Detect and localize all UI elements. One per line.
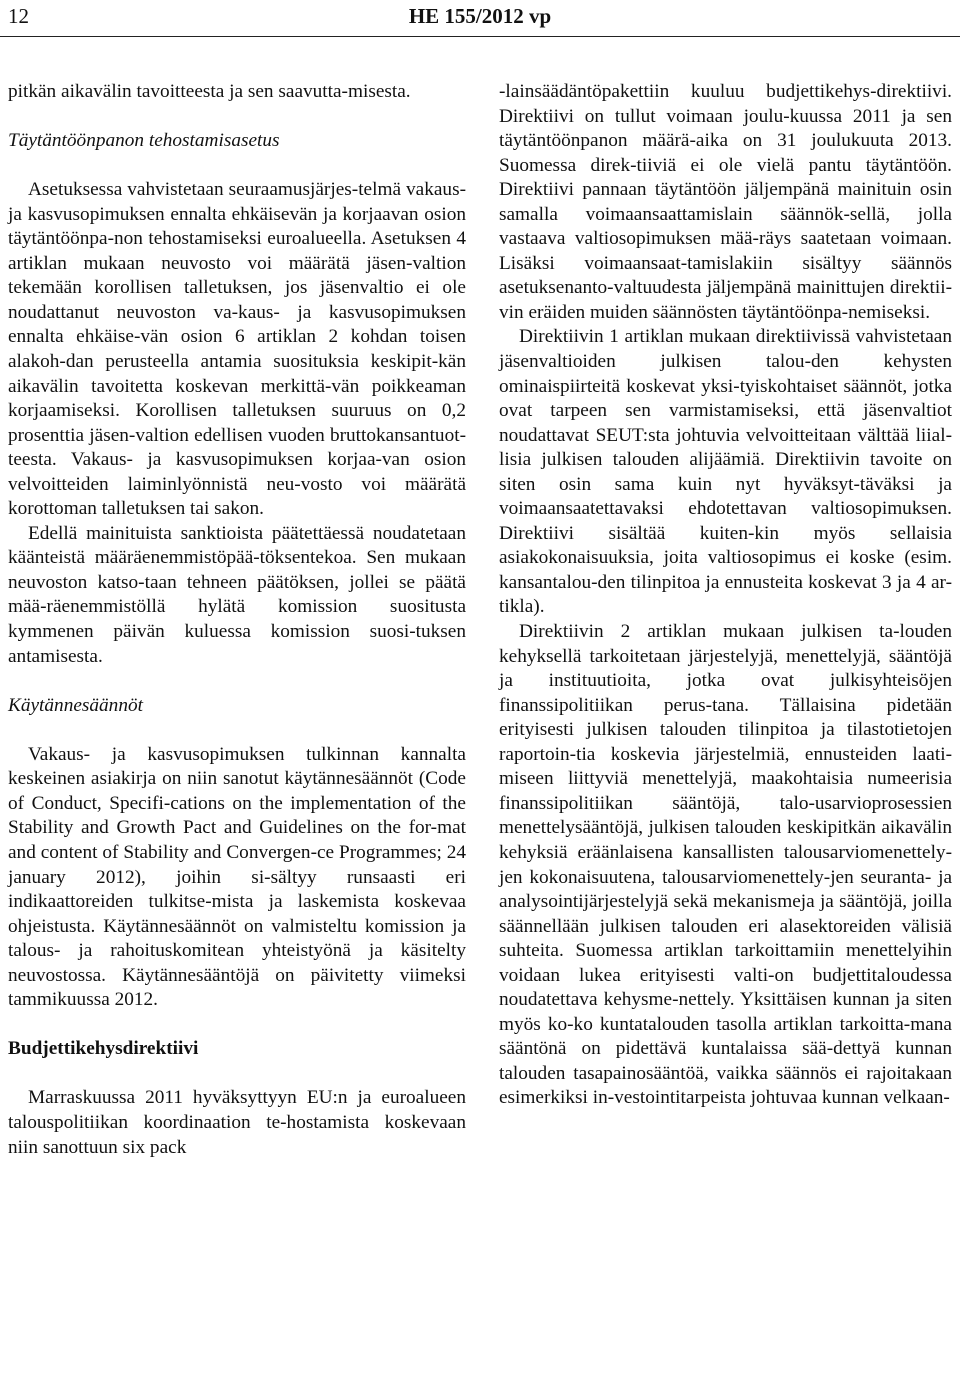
header-divider — [0, 36, 960, 37]
paragraph: Asetuksessa vahvistetaan seuraamusjärjes-telmä vakaus- ja kasvusopimuksen ennalta ehkäisevän ja korjaavan osion täytäntöönpa-non tehostamiseksi euroalueella. Asetuksen 4 artiklan mukaan neuvosto voi määrätä jäsen-valtion tekemään korollisen talletuksen, jos jäsenvaltio ei ole noudattanut neuvoston va-kaus- ja kasvusopimuksen ennalta ehkäise-vän osion 6 artiklan 2 kohdan toisen alakoh-dan perusteella antamia suosituksia keskipit-kän aikavälin tavoitetta koskevan merkittä-vän poikkeaman korjaamiseksi. Korollisen talletuksen suuruus on 0,2 prosenttia jäsen-valtion edellisen vuoden bruttokansantuot-teesta. Vakaus- ja kasvusopimuksen korjaa-van osion velvoitteiden laiminlyönnistä neu-vosto voi määrätä korottoman talletuksen tai sakon. — [8, 179, 466, 520]
section-heading-code-of-conduct: Käytännesäännöt — [8, 694, 143, 716]
page-header — [0, 0, 960, 40]
page-number: 12 — [8, 4, 29, 28]
paragraph: Direktiivin 1 artiklan mukaan direktiivissä vahvistetaan jäsenvaltioiden julkisen talou-den kehysten ominaispiirteitä koskevat yksi-tyiskohtaiset säännöt, jotka ovat tarpeen sen varmistamiseksi, että jäsenvaltiot noudattavat SEUT:sta johtuvia velvoitteitaan välttää liial-lisia julkisen talouden alijäämiä. Direktiivin tavoite on siten osin sama kuin nyt hyväksyt-täväksi ja voimaansaatettavaksi ehdotettavan valtiosopimuksen. Direktiivi sisältää kuiten-kin myös sellaisia asiakokonaisuuksia, joita valtiosopimus ei koske (esim. kansantalou-den tilinpitoa ja ennusteita koskevat 3 ja 4 ar-tikla). — [499, 326, 952, 618]
section-heading-enforcement-regulation: Täytäntöönpanon tehostamisasetus — [8, 130, 280, 152]
paragraph: Direktiivin 2 artiklan mukaan julkisen ta-louden kehyksellä tarkoitetaan järjestelyjä, menettelyjä, sääntöjä ja instituutioita, jotka ovat julkisyhteisöjen finanssipolitiikan perus-tana. Tällaisina pidetään erityisesti julkisen talouden tilinpitoa ja tilastotietojen raportoin-tia koskevia järjestelmiä, ennusteiden laati-miseen liittyviä menettelyjä, maakohtaisia numeerisia finanssipolitiikan sääntöjä, talo-usarvioprosessien menettelysääntöjä, julkisen talouden keskipitkän aikavälin kehyksiä eräänlaisena kansallisten talousarviomenettely-jen kokonaisuutena, talousarviomenettely-jen seuranta- ja analysointijärjestelyjä sekä mekanismeja ja sääntöjä, joilla säännellään julkisen talouden eri alasektoreiden välisiä suhteita. Suomessa artiklan tarkoittamiin menettelyihin voidaan lukea erityisesti valti-on budjettitaloudessa noudatettava kehysme-nettely. Yksittäisen kunnan ja siten myös ko-ko kuntatalouden tasolla artiklan tarkoitta-mana sääntönä on pidettävä kuntalaissa sää-dettyä kunnan talouden tasapainosääntöä, vaikka säännös ei rajoitakaan esimerkiksi in-vestointitarpeista johtuvaa kunnan velkaan- — [499, 621, 952, 1109]
paragraph: Vakaus- ja kasvusopimuksen tulkinnan kannalta keskeinen asiakirja on niin sanotut käytännesäännöt (Code of Conduct, Specifi-cations on the implementation of the Stability and Growth Pact and Guidelines on the for-mat and content of Stability and Convergen-ce Programmes; 24 january 2012), joihin si-sältyy runsaasti eri indikaattoreiden tulkitse-mista ja laskemista koskevaa ohjeistusta. Käytännesäännöt on valmisteltu komission ja talous- ja rahoituskomitean yhteistyönä ja käsitelty neuvostossa. Käytännesääntöjä on päivitetty viimeksi tammikuussa 2012. — [8, 743, 466, 1011]
right-column — [499, 80, 952, 1111]
left-column — [8, 80, 466, 1160]
section-heading-budgetary-frameworks-directive: Budjettikehysdirektiivi — [8, 1038, 199, 1060]
document-id: HE 155/2012 vp — [408, 4, 552, 28]
paragraph: Marraskuussa 2011 hyväksyttyyn EU:n ja euroalueen talouspolitiikan koordinaation te-hostamista koskevaan niin sanottuun six pack — [8, 1087, 466, 1158]
paragraph: Edellä mainituista sanktioista päätettäessä noudatetaan käänteistä määräenemmistöpää-töksentekoa. Sen mukaan neuvoston katso-taan tehneen päätöksen, jollei se päätä mää-räenemmistöllä hylätä komission suositusta kymmenen päivän kuluessa komission suosi-tuksen antamisesta. — [8, 522, 466, 667]
paragraph: -lainsäädäntöpakettiin kuuluu budjettikehys-direktiivi. Direktiivi on tullut voimaan joulu-kuussa 2011 ja sen täytäntöönpanon määrä-aika on 31 joulukuuta 2013. Suomessa direk-tiiviä ei ole vielä pantu täytäntöön. Direktiivi pannaan täytäntöön jäljempänä mainituin osin samalla voimaansaattamislain säännök-sellä, jolla vastaava valtiosopimuksen mää-räys saatetaan voimaan. Lisäksi voimaansaat-tamislakiin sisältyy säännös asetuksenanto-valtuudesta jäljempänä mainittujen direktii-vin eräiden muiden säännösten täytäntöönpa-nemiseksi. — [499, 81, 952, 323]
paragraph: pitkän aikavälin tavoitteesta ja sen saavutta-misesta. — [8, 81, 411, 102]
